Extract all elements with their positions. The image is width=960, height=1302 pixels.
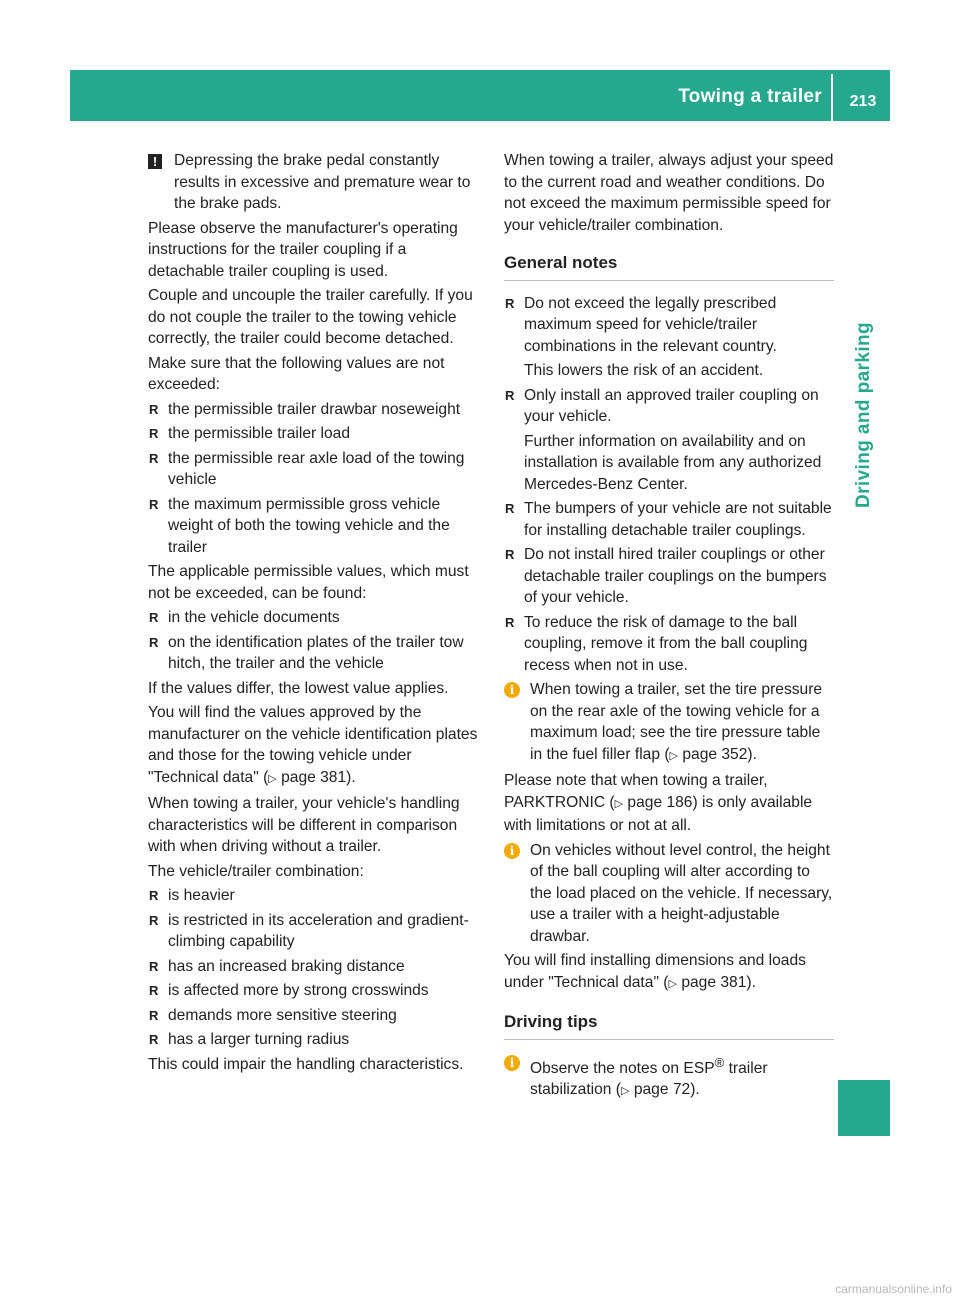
registered-mark: ® — [714, 1054, 725, 1070]
bullet-list — [148, 607, 481, 675]
page-title: Towing a trailer — [678, 86, 822, 107]
page-ref-arrow-icon: ▷ — [668, 977, 677, 990]
list-item-note: Further information on availability and on installation is available from any authorized Mercedes-Benz Center. — [524, 432, 822, 493]
page-ref-arrow-icon: ▷ — [268, 772, 277, 785]
list-item: R Do not install hired trailer couplings or other detachable trailer couplings on the bumpers of your vehicle. — [504, 544, 834, 609]
info-note: i When towing a trailer, set the tire pressure on the rear axle of the towing vehicle for a maximum load; see the tire pressure table in the fuel filler flap (▷ page 352). — [504, 679, 834, 767]
list-item: R is affected more by strong crosswinds — [148, 980, 481, 1002]
section-tab-marker — [838, 1080, 890, 1136]
bullet-list — [148, 885, 481, 1051]
paragraph: Couple and uncouple the trailer carefully. If you do not couple the trailer to the towing vehicle correctly, the trailer could become detached. — [148, 287, 473, 347]
paragraph: Please note that when towing a trailer, PARKTRONIC (▷ page 186) is only available with limitations or not at all. — [504, 772, 813, 834]
info-note: i On vehicles without level control, the height of the ball coupling will alter according to the load placed on the vehicle. If necessary, use a trailer with a height-adjustable drawbar. — [504, 840, 834, 948]
paragraph: You will find installing dimensions and loads under "Technical data" (▷ page 381). — [504, 952, 806, 991]
list-item: R Do not exceed the legally prescribed maximum speed for vehicle/trailer combinations in the relevant country. This lowers the risk of an accident. — [504, 293, 834, 382]
warning-text: Depressing the brake pedal constantly results in excessive and premature wear to the brake pads. — [174, 152, 471, 212]
paragraph: Make sure that the following values are not exceeded: — [148, 354, 445, 393]
list-item: R the maximum permissible gross vehicle weight of both the towing vehicle and the trailer — [148, 494, 481, 559]
list-item: R has a larger turning radius — [148, 1029, 481, 1051]
page-reference-link[interactable]: page 352 — [682, 745, 748, 763]
section-heading-driving-tips: Driving tips — [504, 1011, 834, 1040]
page-reference-link[interactable]: page 186 — [627, 793, 693, 811]
list-item: R is restricted in its acceleration and gradient-climbing capability — [148, 910, 481, 953]
list-item: R is heavier — [148, 885, 481, 907]
paragraph: You will find the values approved by the manufacturer on the vehicle identification plates and those for the towing vehicle under "Technical data" (▷ page 381). — [148, 704, 478, 786]
paragraph: If the values differ, the lowest value applies. — [148, 679, 449, 697]
bullet-list — [148, 399, 481, 559]
list-item: R To reduce the risk of damage to the ball coupling, remove it from the ball coupling recess when not in use. — [504, 612, 834, 677]
paragraph: This could impair the handling characteristics. — [148, 1055, 464, 1073]
page-reference-link[interactable]: page 381 — [681, 973, 747, 991]
list-item: R Only install an approved trailer coupling on your vehicle. Further information on availability and on installation is available from any authorized Mercedes-Benz Center. — [504, 385, 834, 496]
list-item: R the permissible trailer load — [148, 423, 481, 445]
list-item-note: This lowers the risk of an accident. — [524, 362, 764, 379]
paragraph: When towing a trailer, your vehicle's handling characteristics will be different in comparison with when driving without a trailer. — [148, 795, 460, 855]
list-item: R in the vehicle documents — [148, 607, 481, 629]
section-tab-label: Driving and parking — [853, 322, 874, 509]
paragraph: The applicable permissible values, which must not be exceeded, can be found: — [148, 563, 469, 602]
list-item: R the permissible rear axle load of the towing vehicle — [148, 448, 481, 491]
paragraph: When towing a trailer, always adjust your speed to the current road and weather conditions. Do not exceed the maximum permissible speed for your vehicle/trailer combination. — [504, 152, 834, 234]
list-item: R demands more sensitive steering — [148, 1005, 481, 1027]
watermark: carmanualsonline.info — [835, 1282, 952, 1296]
page-number: 213 — [849, 93, 877, 110]
list-item: R the permissible trailer drawbar noseweight — [148, 399, 481, 421]
warning-note — [148, 150, 481, 215]
info-note: i Observe the notes on ESP® trailer stabilization (▷ page 72). — [504, 1052, 834, 1103]
info-icon: i — [504, 843, 520, 859]
info-icon: i — [504, 682, 520, 698]
page-ref-arrow-icon: ▷ — [669, 749, 679, 762]
section-heading-general-notes: General notes — [504, 252, 834, 281]
list-item: R The bumpers of your vehicle are not suitable for installing detachable trailer couplings. — [504, 498, 834, 541]
page-ref-arrow-icon: ▷ — [621, 1085, 630, 1098]
header-divider — [831, 74, 833, 121]
page-ref-arrow-icon: ▷ — [614, 797, 624, 810]
list-item: R on the identification plates of the trailer tow hitch, the trailer and the vehicle — [148, 632, 481, 675]
left-column — [148, 150, 481, 1078]
warning-icon: ! — [148, 154, 162, 169]
paragraph: The vehicle/trailer combination: — [148, 862, 364, 880]
page-reference-link[interactable]: page 72 — [633, 1081, 691, 1099]
right-column — [504, 150, 834, 1106]
info-icon: i — [504, 1055, 520, 1071]
page-reference-link[interactable]: page 381 — [281, 768, 347, 786]
bullet-list — [504, 293, 834, 677]
paragraph: Please observe the manufacturer's operating instructions for the trailer coupling if a detachable trailer coupling is used. — [148, 219, 458, 280]
list-item: R has an increased braking distance — [148, 956, 481, 978]
